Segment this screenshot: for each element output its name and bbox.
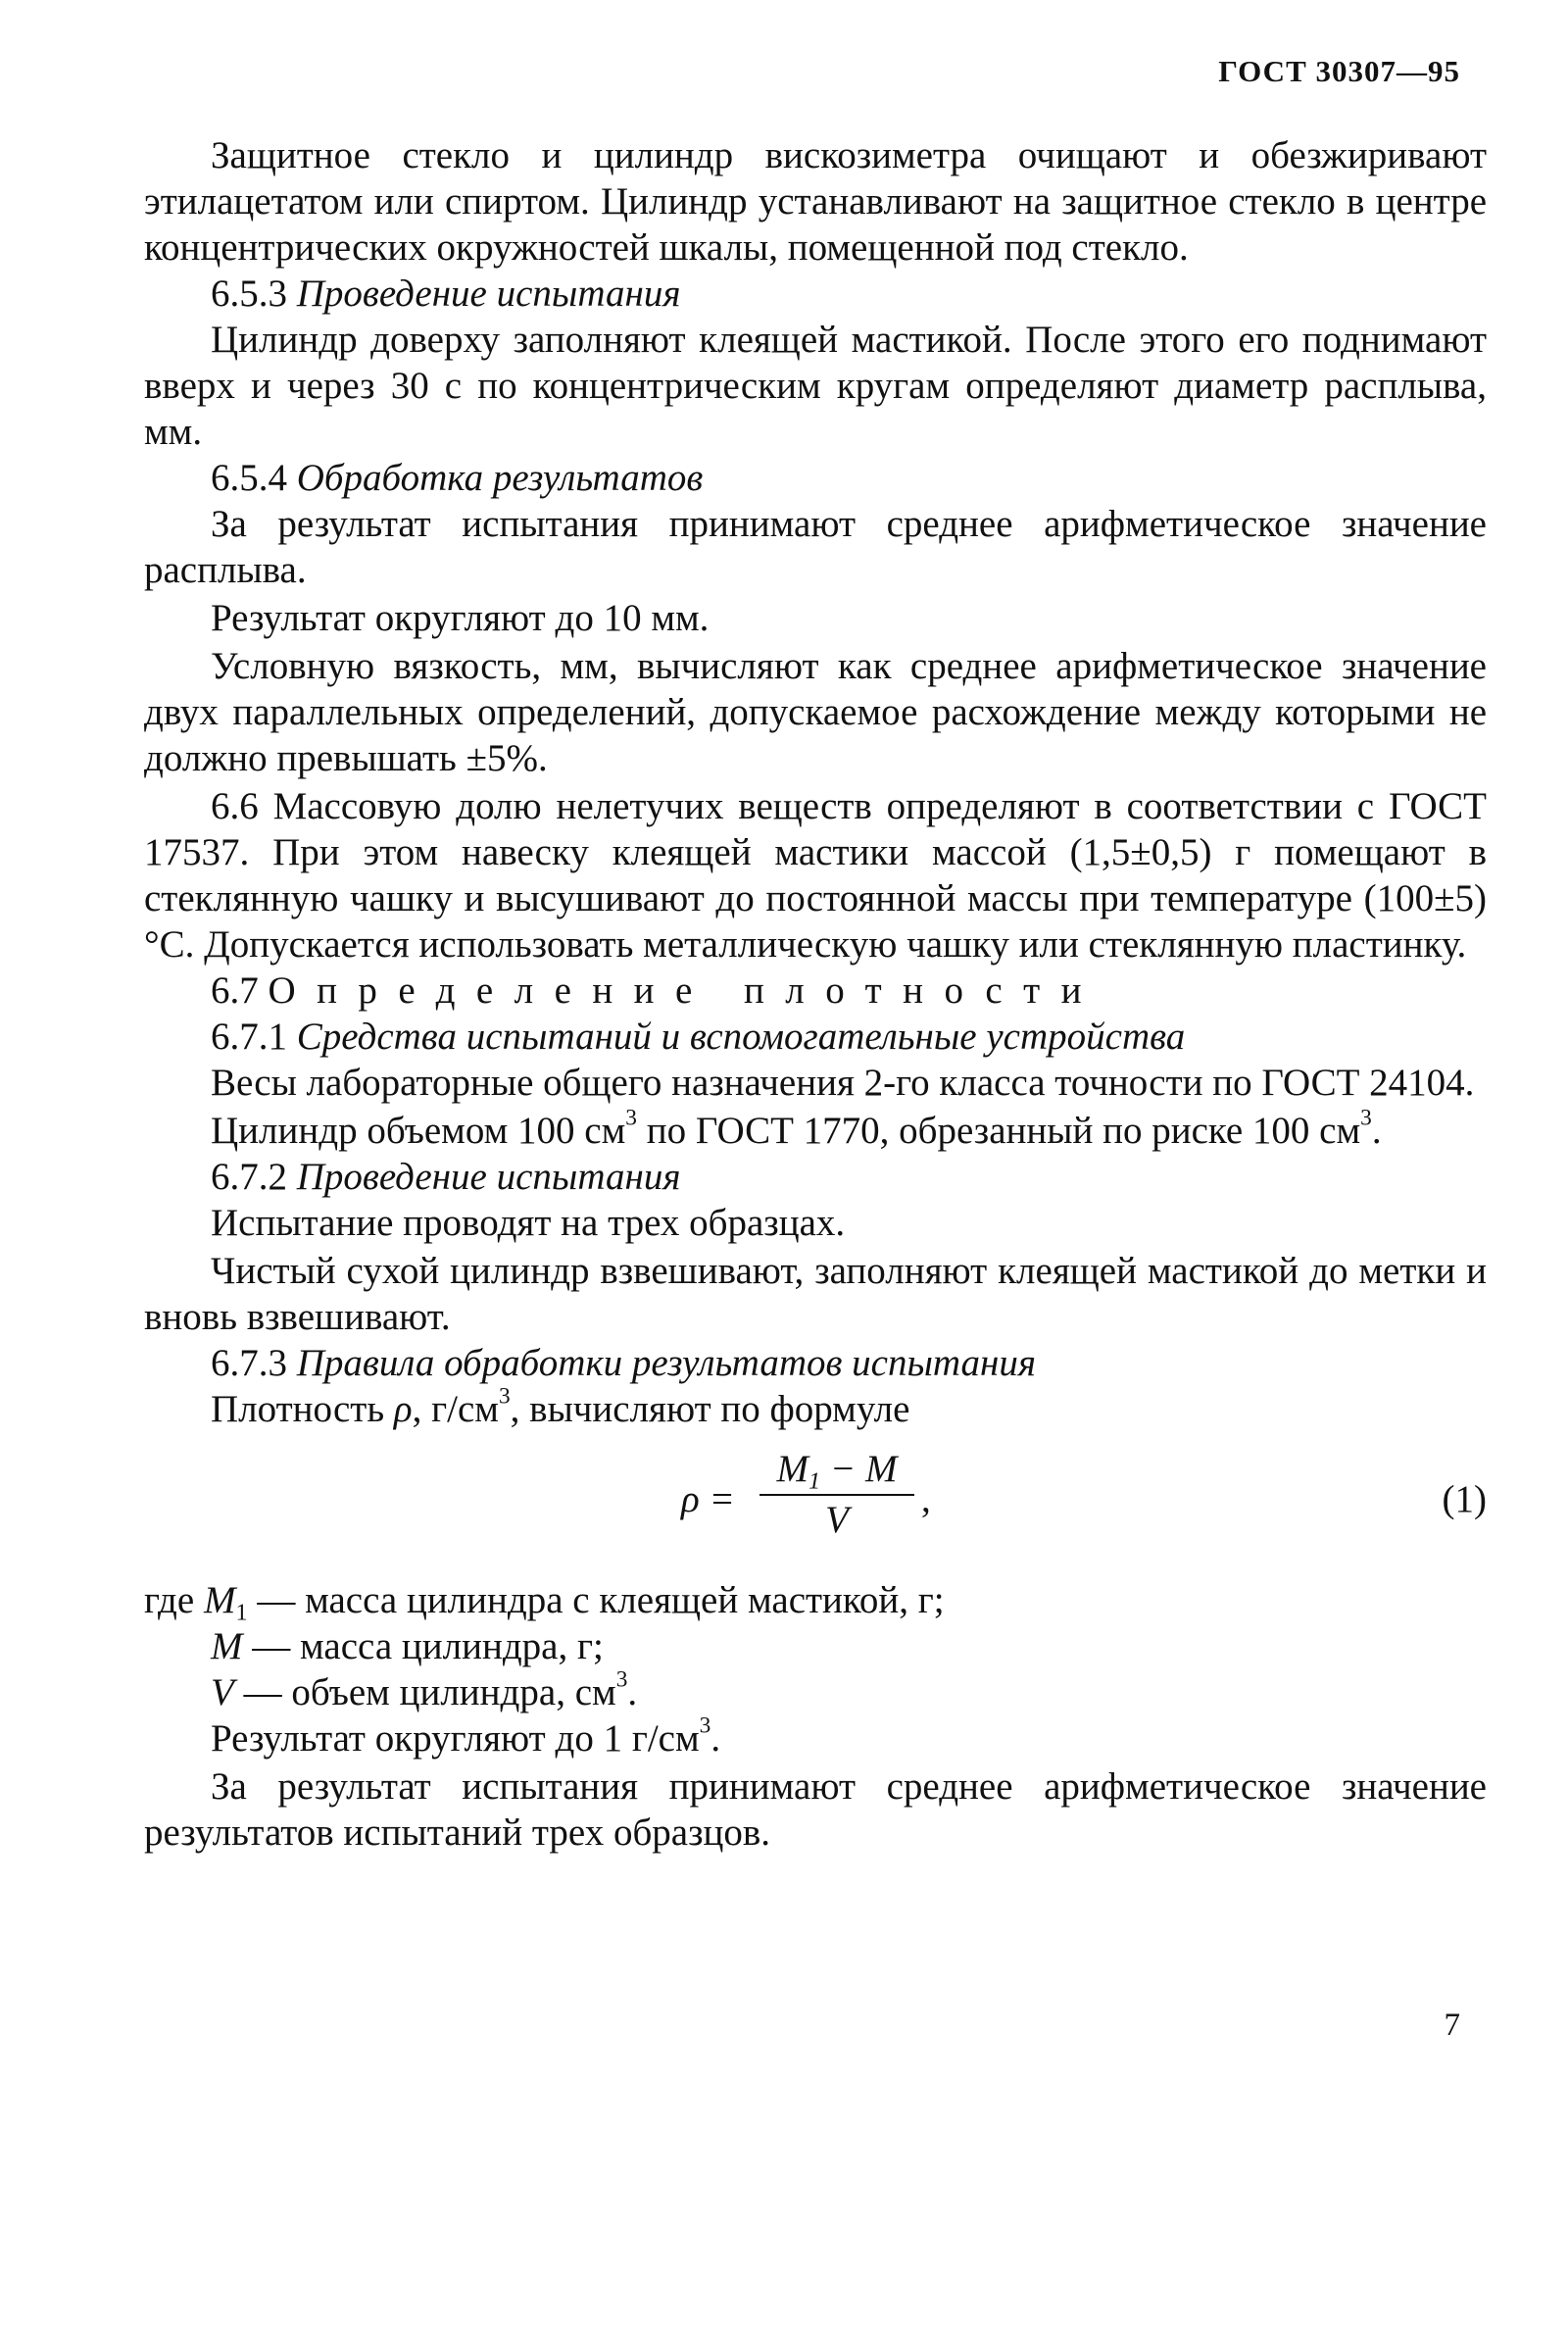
superscript: 3	[699, 1712, 711, 1739]
variable: V	[211, 1671, 234, 1713]
section-number: 6.5.4	[211, 457, 287, 499]
paragraph-samples: Испытание проводят на трех образцах.	[211, 1202, 846, 1244]
formula-fraction	[760, 1448, 914, 1542]
numerator-subscript: 1	[808, 1467, 821, 1495]
document-code-header: ГОСТ 30307—95	[1218, 54, 1460, 88]
density-formula	[144, 1448, 1487, 1556]
paragraph-procedure: Цилиндр доверху заполняют клеящей мастикой. После этого его поднимают вверх и через 30 с по концентрическим кругам определяют диаметр расплыва, мм.	[144, 319, 1487, 453]
section-title: Проведение испытания	[296, 1156, 681, 1198]
section-heading-6-7-3	[144, 1340, 1487, 1386]
text-run: Результат округляют до 1 г/см	[211, 1717, 700, 1760]
section-title: Правила обработки результатов испытания	[296, 1342, 1037, 1384]
formula-comma: ,	[921, 1478, 931, 1520]
section-heading-6-7	[144, 968, 1487, 1014]
text-run: .	[1371, 1110, 1382, 1152]
formula-number: (1)	[1442, 1478, 1487, 1520]
text-run: .	[627, 1671, 638, 1713]
rounding-note	[144, 1712, 1487, 1761]
section-number: 6.7.3	[211, 1342, 287, 1384]
numerator-rest: − M	[820, 1448, 898, 1490]
formula-denominator: V	[825, 1499, 849, 1541]
text-run: Плотность	[211, 1388, 394, 1430]
paragraph-result: За результат испытания принимают среднее арифметическое значение расплыва.	[144, 503, 1487, 591]
paragraph-viscosity: Условную вязкость, мм, вычисляют как среднее арифметическое значение двух параллельных определений, допускаемое расхождение между которыми не должно превышать ±5%.	[144, 645, 1487, 779]
section-number: 6.7.2	[211, 1156, 287, 1198]
section-heading-6-5-3	[144, 271, 1487, 317]
text-run: — масса цилиндра, г;	[242, 1625, 604, 1667]
text-run: , г/см	[412, 1388, 499, 1430]
section-title: Определение плотности	[268, 969, 1102, 1012]
section-title: Проведение испытания	[296, 273, 681, 315]
section-title: Средства испытаний и вспомогательные устройства	[296, 1016, 1186, 1058]
formula-definitions	[144, 1577, 1487, 1761]
numerator-variable: M	[776, 1448, 809, 1490]
subscript: 1	[235, 1599, 248, 1626]
paragraph-cylinder	[144, 1105, 1487, 1154]
paragraph-final-result: За результат испытания принимают среднее арифметическое значение результатов испытаний трех образцов.	[144, 1765, 1487, 1854]
paragraph-density-intro	[144, 1383, 1487, 1432]
paragraph-cleaning: Защитное стекло и цилиндр вискозиметра очищают и обезжиривают этилацетатом или спиртом. Цилиндр устанавливают на защитное стекло в центре концентрических окружностей шкалы, помещенной под стекло.	[144, 134, 1487, 269]
paragraph-6-6: 6.6 Массовую долю нелетучих веществ определяют в соответствии с ГОСТ 17537. При этом навеску клеящей мастики массой (1,5±0,5) г помещают в стеклянную чашку и высушивают до постоянной массы при температуре (100±5)°С. Допускается использовать металлическую чашку или стеклянную пластинку.	[144, 785, 1487, 966]
definition-m1	[144, 1577, 1487, 1626]
formula-lhs: ρ =	[681, 1478, 735, 1520]
section-heading-6-7-1	[144, 1014, 1487, 1060]
document-body	[144, 132, 1487, 1856]
section-heading-6-5-4	[144, 455, 1487, 501]
text-run: Цилиндр объемом 100 см	[211, 1110, 626, 1152]
text-run: — масса цилиндра с клеящей мастикой, г;	[247, 1579, 945, 1621]
section-number: 6.5.3	[211, 273, 287, 315]
superscript: 3	[1360, 1105, 1372, 1131]
density-symbol: ρ	[393, 1388, 413, 1430]
formula-numerator	[760, 1448, 914, 1495]
paragraph-rounding: Результат округляют до 10 мм.	[211, 597, 710, 639]
paragraph-weighing: Чистый сухой цилиндр взвешивают, заполняют клеящей мастикой до метки и вновь взвешивают.	[144, 1250, 1487, 1338]
fraction-bar	[760, 1494, 914, 1496]
variable: M	[203, 1579, 236, 1621]
superscript: 3	[498, 1383, 511, 1410]
superscript: 3	[625, 1105, 637, 1131]
text-run: по ГОСТ 1770, обрезанный по риске 100 см	[637, 1110, 1361, 1152]
section-title: Обработка результатов	[296, 457, 704, 499]
section-number: 6.7.1	[211, 1016, 287, 1058]
paragraph-scales: Весы лабораторные общего назначения 2-го класса точности по ГОСТ 24104.	[211, 1062, 1475, 1104]
formula-expression	[681, 1448, 1152, 1556]
text-run: — объем цилиндра, см	[233, 1671, 616, 1713]
definition-m	[144, 1623, 1487, 1669]
variable: M	[211, 1625, 243, 1667]
superscript: 3	[615, 1666, 628, 1693]
page-number: 7	[1444, 2008, 1460, 2043]
text-run: .	[710, 1717, 721, 1760]
definition-v	[144, 1666, 1487, 1715]
section-number: 6.7	[211, 969, 259, 1012]
text-run: , вычисляют по формуле	[510, 1388, 910, 1430]
text-run: где	[144, 1579, 204, 1621]
section-heading-6-7-2	[144, 1154, 1487, 1200]
